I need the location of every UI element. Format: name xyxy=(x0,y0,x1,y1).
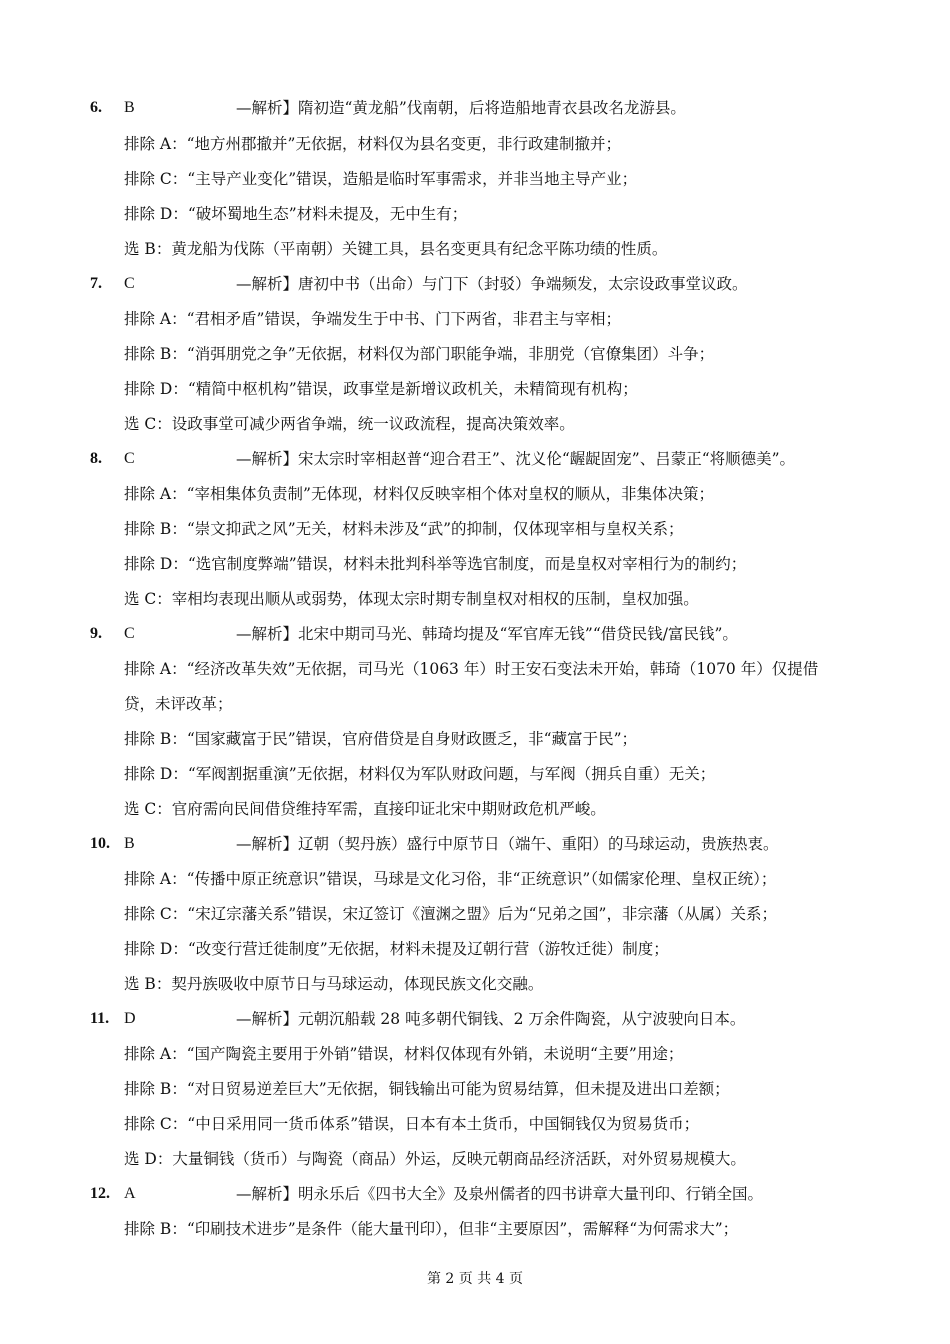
answer-letter: C xyxy=(124,275,135,292)
explanation-line: 排除 D：“军阀割据重演”无依据，材料仅为军队财政问题，与军阀（拥兵自重）无关； xyxy=(124,765,716,783)
explanation-line: 排除 B：“崇文抑武之风”无关，材料未涉及“武”的抑制，仅体现宰相与皇权关系； xyxy=(124,520,684,538)
analysis-text: —解析】唐初中书（出命）与门下（封驳）争端频发，太宗设政事堂议政。 xyxy=(236,275,748,293)
explanation-line: 排除 D：“破坏蜀地生态”材料未提及，无中生有； xyxy=(124,205,468,223)
question-number: 6. xyxy=(90,99,102,116)
analysis-text: —解析】元朝沉船载 28 吨多朝代铜钱、2 万余件陶瓷，从宁波驶向日本。 xyxy=(236,1010,746,1028)
question-number: 12. xyxy=(90,1185,110,1202)
answer-letter: B xyxy=(124,835,135,852)
explanation-line: 选 C：设政事堂可减少两省争端，统一议政流程，提高决策效率。 xyxy=(124,415,575,433)
explanation-line: 排除 C：“主导产业变化”错误，造船是临时军事需求，并非当地主导产业； xyxy=(124,170,638,188)
explanation-line: 排除 B：“印刷技术进步”是条件（能大量刊印），但非“主要原因”，需解释“为何需求大”； xyxy=(124,1220,739,1238)
analysis-text: —解析】北宋中期司马光、韩琦均提及“军官库无钱”“借贷民钱/富民钱”。 xyxy=(236,625,738,643)
explanation-line-continued: 贷，未评改革； xyxy=(124,695,233,713)
answer-letter: A xyxy=(124,1185,136,1202)
explanation-line: 排除 A：“宰相集体负责制”无体现，材料仅反映宰相个体对皇权的顺从，非集体决策； xyxy=(124,485,714,503)
question-number: 8. xyxy=(90,450,102,467)
explanation-line: 排除 C：“中日采用同一货币体系”错误，日本有本土货币，中国铜钱仅为贸易货币； xyxy=(124,1115,700,1133)
analysis-text: —解析】隋初造“黄龙船”伐南朝，后将造船地青衣县改名龙游县。 xyxy=(236,99,686,117)
explanation-line: 选 C：宰相均表现出顺从或弱势，体现太宗时期专制皇权对相权的压制，皇权加强。 xyxy=(124,590,699,608)
explanation-line: 选 C：官府需向民间借贷维持军需，直接印证北宋中期财政危机严峻。 xyxy=(124,800,606,818)
answer-letter: C xyxy=(124,625,135,642)
question-number: 7. xyxy=(90,275,102,292)
explanation-line: 排除 A：“经济改革失效”无依据，司马光（1063 年）时王安石变法未开始，韩琦（1070 年）仅提借 xyxy=(124,660,819,678)
explanation-line: 选 B：黄龙船为伐陈（平南朝）关键工具，县名变更具有纪念平陈功绩的性质。 xyxy=(124,240,668,258)
analysis-text: —解析】明永乐后《四书大全》及泉州儒者的四书讲章大量刊印、行销全国。 xyxy=(236,1185,764,1203)
explanation-line: 排除 D：“选官制度弊端”错误，材料未批判科举等选官制度，而是皇权对宰相行为的制约； xyxy=(124,555,747,573)
explanation-line: 排除 D：“改变行营迁徙制度”无依据，材料未提及辽朝行营（游牧迁徙）制度； xyxy=(124,940,669,958)
question-number: 10. xyxy=(90,835,110,852)
explanation-line: 排除 A：“君相矛盾”错误，争端发生于中书、门下两省，非君主与宰相； xyxy=(124,310,621,328)
explanation-line: 排除 A：“国产陶瓷主要用于外销”错误，材料仅体现有外销，未说明“主要”用途； xyxy=(124,1045,684,1063)
page-footer: 第 2 页 共 4 页 xyxy=(426,1271,524,1287)
explanation-line: 排除 B：“对日贸易逆差巨大”无依据，铜钱输出可能为贸易结算，但未提及进出口差额； xyxy=(124,1080,730,1098)
explanation-line: 排除 B：“国家藏富于民”错误，官府借贷是自身财政匮乏，非“藏富于民”； xyxy=(124,730,638,748)
answer-letter: B xyxy=(124,99,135,116)
question-number: 9. xyxy=(90,625,102,642)
explanation-line: 排除 A：“地方州郡撤并”无依据，材料仅为县名变更，非行政建制撤并； xyxy=(124,135,621,153)
answer-letter: D xyxy=(124,1010,136,1027)
answer-letter: C xyxy=(124,450,135,467)
explanation-line: 选 B：契丹族吸收中原节日与马球运动，体现民族文化交融。 xyxy=(124,975,544,993)
explanation-line: 选 D：大量铜钱（货币）与陶瓷（商品）外运，反映元朝商品经济活跃，对外贸易规模大。 xyxy=(124,1150,746,1168)
question-number: 11. xyxy=(90,1010,110,1027)
explanation-line: 排除 C：“宋辽宗藩关系”错误，宋辽签订《澶渊之盟》后为“兄弟之国”，非宗藩（从属）关系； xyxy=(124,905,777,923)
analysis-text: —解析】宋太宗时宰相赵普“迎合君王”、沈义伦“龌龊固宠”、吕蒙正“将顺德美”。 xyxy=(236,450,796,468)
explanation-line: 排除 A：“传播中原正统意识”错误，马球是文化习俗，非“正统意识”（如儒家伦理、皇权正统）； xyxy=(124,870,777,888)
explanation-line: 排除 D：“精简中枢机构”错误，政事堂是新增议政机关，未精简现有机构； xyxy=(124,380,638,398)
explanation-line: 排除 B：“消弭朋党之争”无依据，材料仅为部门职能争端，非朋党（官僚集团）斗争； xyxy=(124,345,715,363)
analysis-text: —解析】辽朝（契丹族）盛行中原节日（端午、重阳）的马球运动，贵族热衷。 xyxy=(236,835,779,853)
